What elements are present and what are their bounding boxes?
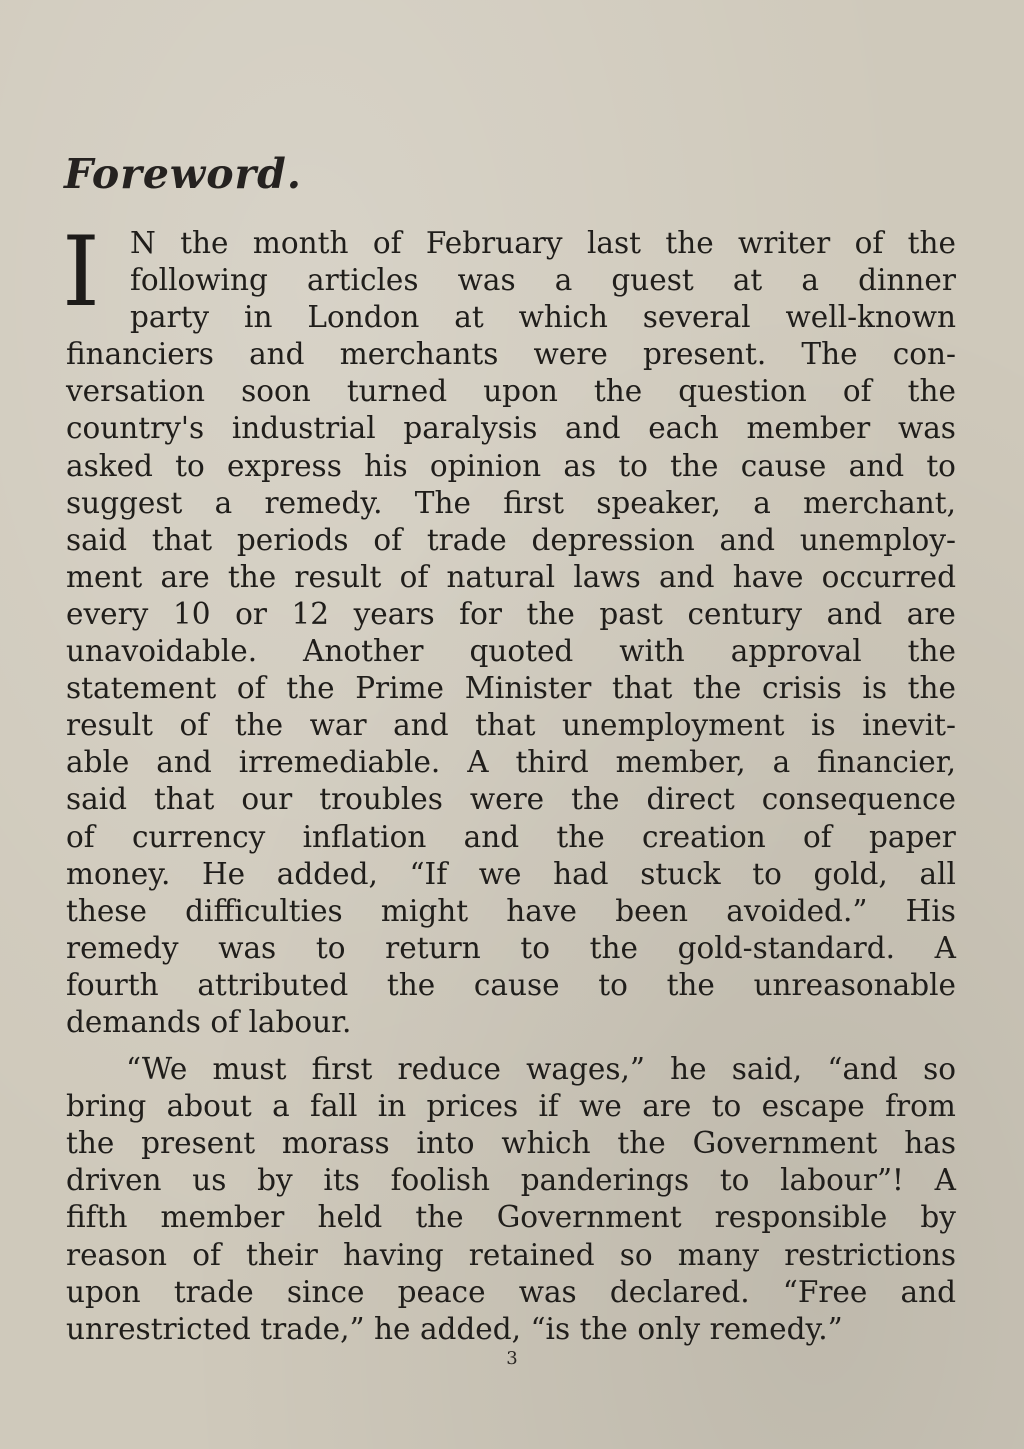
text-line: demands of labour. xyxy=(66,1004,352,1039)
text-line: these difficulties might have been avoided.” His xyxy=(66,893,956,928)
text-line: fifth member held the Government responsible by xyxy=(66,1200,956,1235)
text-line: able and irremediable. A third member, a financier, xyxy=(66,745,956,780)
text-line: driven us by its foolish panderings to labour”! A xyxy=(66,1163,956,1198)
text-line: unrestricted trade,” he added, “is the only remedy.” xyxy=(66,1311,843,1346)
page-number: 3 xyxy=(506,1348,518,1369)
text-line: versation soon turned upon the question of the xyxy=(66,374,956,409)
text-line: statement of the Prime Minister that the crisis is the xyxy=(66,671,956,706)
text-line: money. He added, “If we had stuck to gold, all xyxy=(66,856,956,891)
text-line: the present morass into which the Government has xyxy=(66,1126,956,1161)
text-line: remedy was to return to the gold-standard. A xyxy=(66,930,956,965)
text-line: fourth attributed the cause to the unreasonable xyxy=(66,967,956,1002)
text-line: “We must first reduce wages,” he said, “and so xyxy=(126,1052,956,1087)
text-line: ment are the result of natural laws and have occurred xyxy=(66,559,956,594)
body-text xyxy=(62,216,956,1348)
text-line: N the month of February last the writer of the xyxy=(130,226,956,260)
drop-cap: I xyxy=(62,216,100,328)
text-line: following articles was a guest at a dinner xyxy=(130,263,956,298)
text-line: asked to express his opinion as to the cause and to xyxy=(66,448,956,483)
text-line: said that periods of trade depression and unemploy- xyxy=(66,522,956,557)
text-line: party in London at which several well-known xyxy=(130,300,956,335)
text-line: country's industrial paralysis and each member was xyxy=(66,411,956,446)
text-line: reason of their having retained so many restrictions xyxy=(66,1237,956,1272)
text-line: upon trade since peace was declared. “Free and xyxy=(66,1274,956,1309)
text-line: bring about a fall in prices if we are to escape from xyxy=(66,1089,956,1124)
text-line: suggest a remedy. The first speaker, a merchant, xyxy=(66,485,956,520)
text-line: of currency inflation and the creation of paper xyxy=(66,819,956,854)
text-line: every 10 or 12 years for the past century and are xyxy=(66,596,956,631)
text-line: financiers and merchants were present. The con- xyxy=(66,337,956,372)
text-line: result of the war and that unemployment is inevit- xyxy=(66,708,956,743)
text-line: said that our troubles were the direct consequence xyxy=(66,782,956,817)
paragraph-gap xyxy=(66,1041,956,1051)
page-heading: Foreword. xyxy=(64,150,303,198)
text-line: unavoidable. Another quoted with approval the xyxy=(66,634,956,669)
